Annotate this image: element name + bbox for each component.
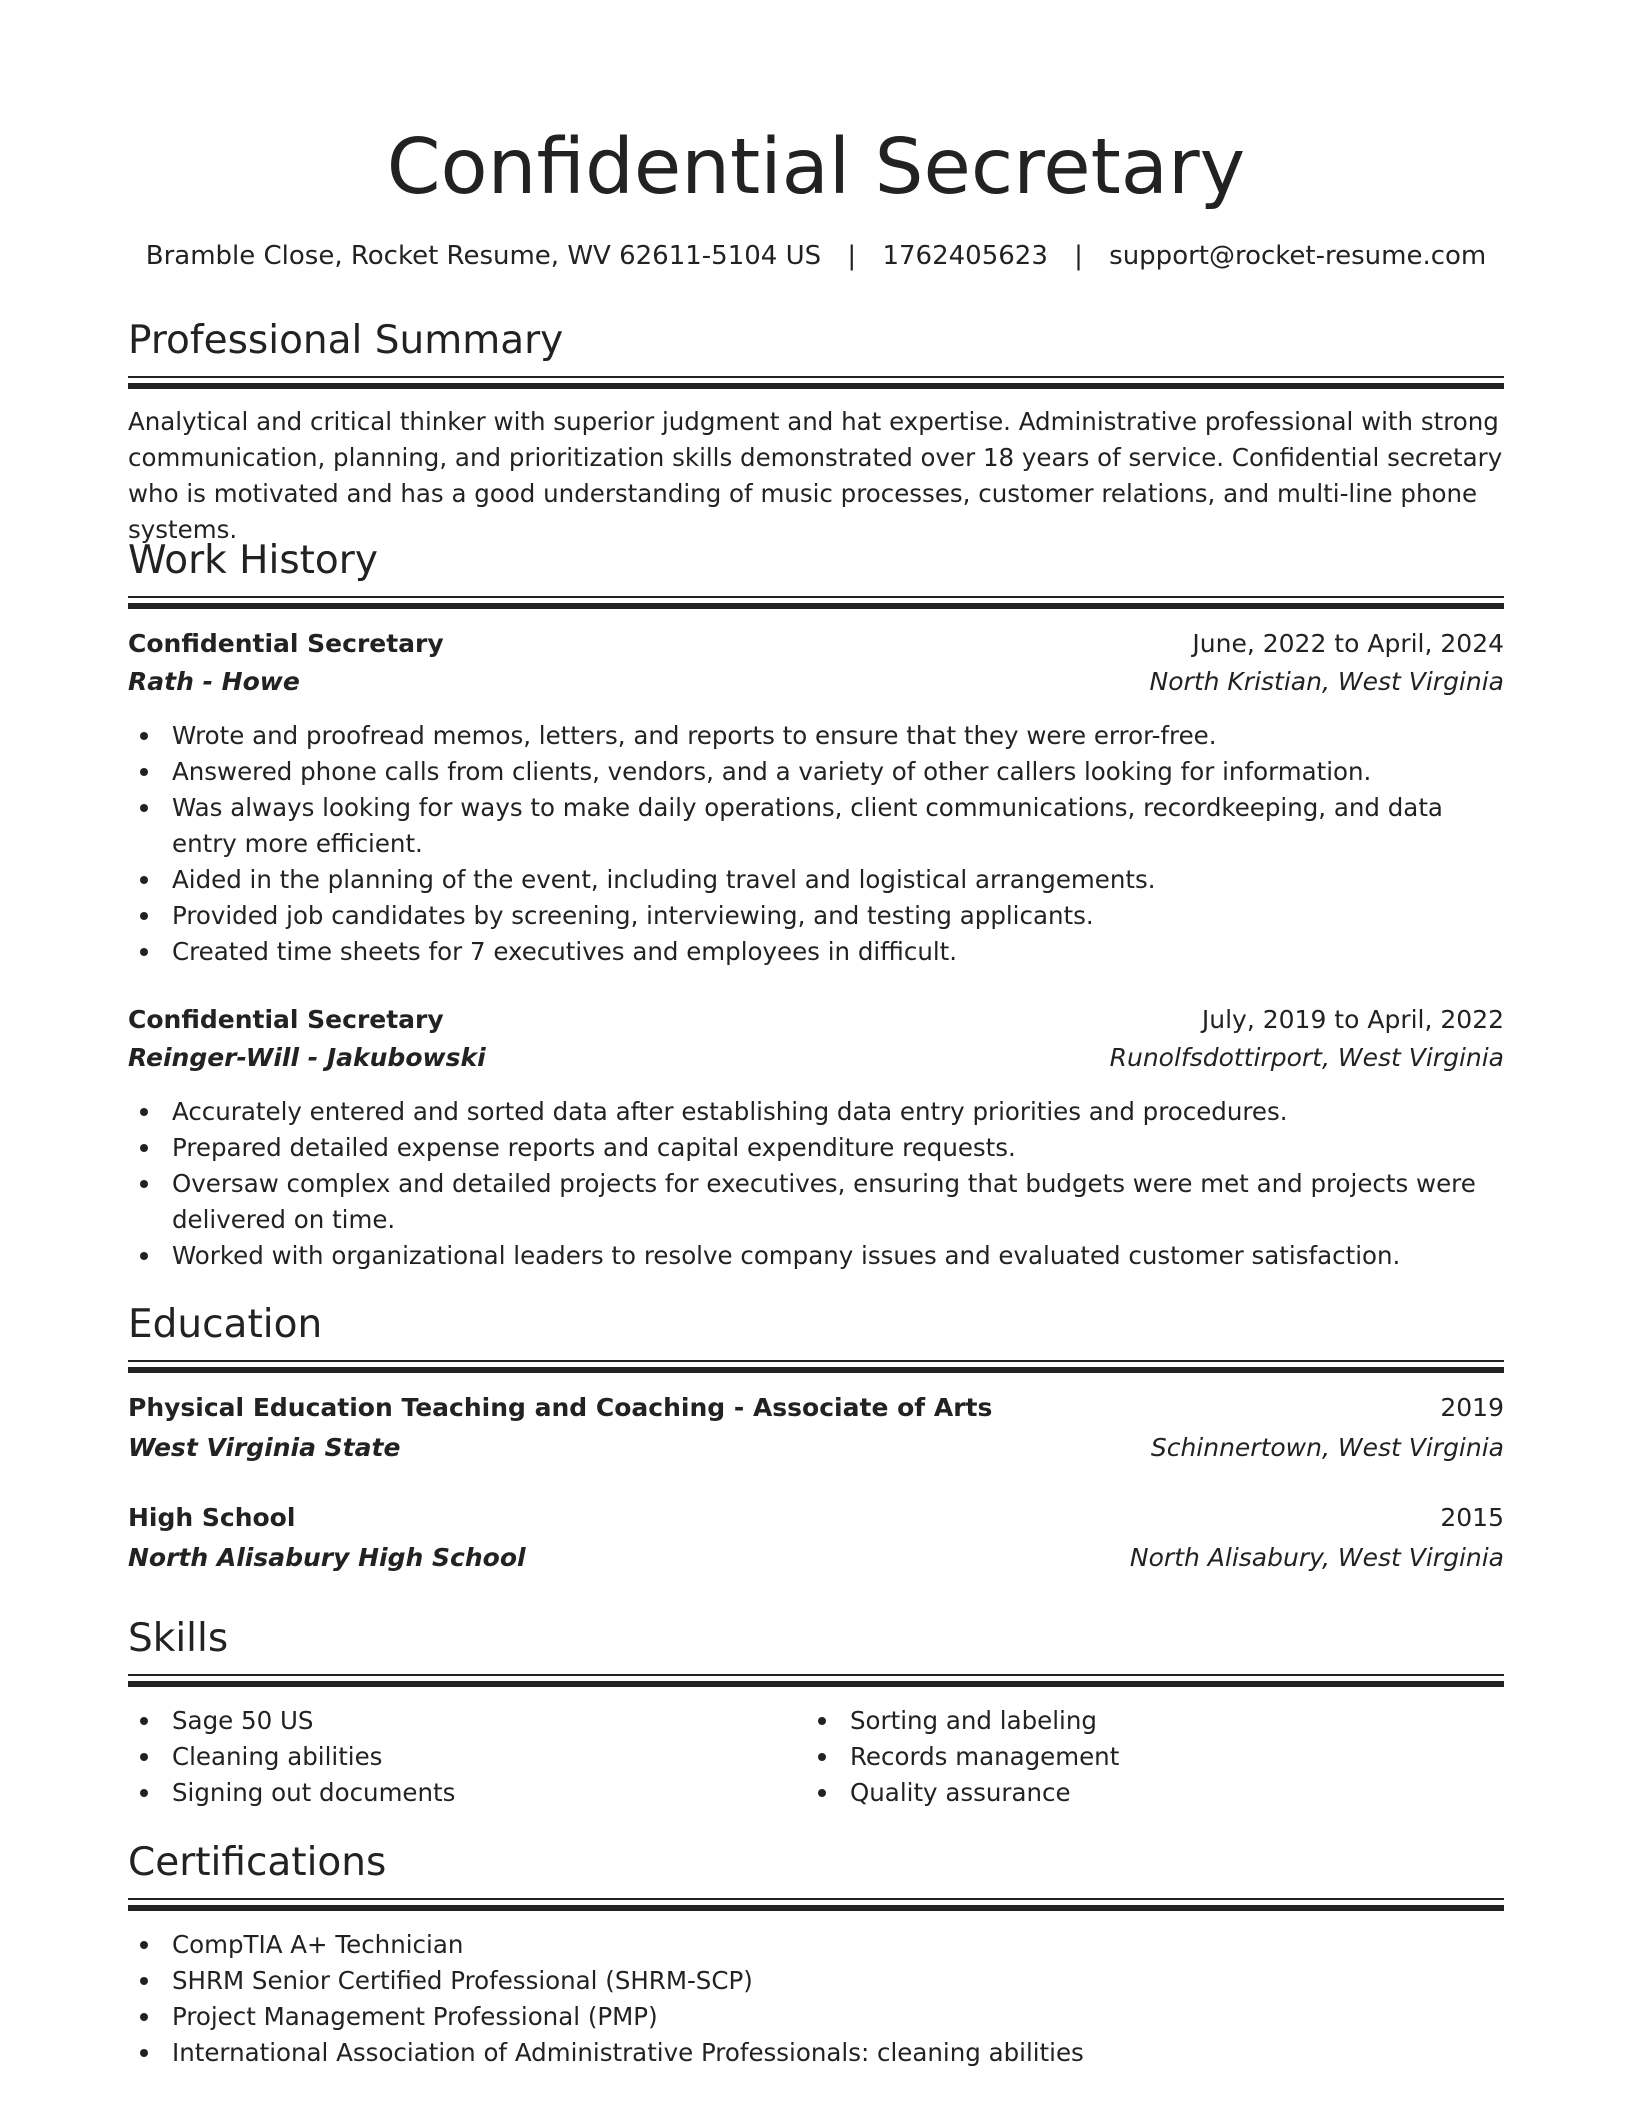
list-item: Sorting and labeling xyxy=(806,1703,1446,1739)
contact-separator: | xyxy=(847,241,857,271)
skills-list-right xyxy=(806,1703,1446,1811)
section-divider xyxy=(128,1898,1504,1912)
contact-email: support@rocket-resume.com xyxy=(1109,241,1487,271)
job-header xyxy=(128,625,1504,663)
education-degree: Physical Education Teaching and Coaching - Associate of Arts xyxy=(128,1393,993,1422)
education-header xyxy=(128,1389,1504,1427)
section-title-work: Work History xyxy=(128,538,378,583)
section-divider xyxy=(128,1360,1504,1374)
section-divider xyxy=(128,1674,1504,1688)
job-dates: July, 2019 to April, 2022 xyxy=(1201,1005,1504,1034)
education-degree: High School xyxy=(128,1503,296,1532)
certifications-list xyxy=(128,1927,1504,2071)
education-subheader xyxy=(128,1429,1504,1467)
education-school: North Alisabury High School xyxy=(128,1543,526,1572)
list-item: Created time sheets for 7 executives and employees in difficult. xyxy=(128,934,1504,970)
contact-line xyxy=(128,236,1504,276)
list-item: Oversaw complex and detailed projects for executives, ensuring that budgets were met and projects were delivered on time. xyxy=(128,1166,1504,1238)
education-location: North Alisabury, West Virginia xyxy=(1129,1543,1504,1572)
list-item: Quality assurance xyxy=(806,1775,1446,1811)
job-subheader xyxy=(128,663,1504,701)
list-item: CompTIA A+ Technician xyxy=(128,1927,1504,1963)
list-item: Cleaning abilities xyxy=(128,1739,768,1775)
list-item: Answered phone calls from clients, vendors, and a variety of other callers looking for information. xyxy=(128,754,1504,790)
contact-separator: | xyxy=(1074,241,1083,271)
list-item: Accurately entered and sorted data after establishing data entry priorities and procedures. xyxy=(128,1094,1504,1130)
job-company: Reinger-Will - Jakubowski xyxy=(128,1043,486,1072)
education-school: West Virginia State xyxy=(128,1433,401,1462)
job-company: Rath - Howe xyxy=(128,667,300,696)
job-subheader xyxy=(128,1039,1504,1077)
list-item: Was always looking for ways to make daily operations, client communications, recordkeeping, and data entry more efficient. xyxy=(128,790,1504,862)
job-location: North Kristian, West Virginia xyxy=(1149,667,1504,696)
list-item: SHRM Senior Certified Professional (SHRM-SCP) xyxy=(128,1963,1504,1999)
list-item: Worked with organizational leaders to resolve company issues and evaluated customer satisfaction. xyxy=(128,1238,1504,1274)
section-title-certifications: Certifications xyxy=(128,1840,387,1885)
job-role: Confidential Secretary xyxy=(128,629,444,658)
job-header xyxy=(128,1001,1504,1039)
resume-name: Confidential Secretary xyxy=(386,123,1246,212)
summary-text: Analytical and critical thinker with superior judgment and hat expertise. Administrative professional with strong communication, planning, and prioritization skills demonstrated over 18 years of service. Confidential secretary who is motivated and has a good understanding of music processes, customer relations, and multi-line phone systems. xyxy=(128,407,1503,544)
job-role: Confidential Secretary xyxy=(128,1005,444,1034)
section-divider xyxy=(128,596,1504,610)
education-year: 2015 xyxy=(1440,1503,1504,1532)
list-item: Aided in the planning of the event, including travel and logistical arrangements. xyxy=(128,862,1504,898)
list-item: Records management xyxy=(806,1739,1446,1775)
education-location: Schinnertown, West Virginia xyxy=(1150,1433,1504,1462)
section-title-summary: Professional Summary xyxy=(128,318,564,363)
list-item: International Association of Administrative Professionals: cleaning abilities xyxy=(128,2035,1504,2071)
section-title-skills: Skills xyxy=(128,1616,229,1661)
education-header xyxy=(128,1499,1504,1537)
section-title-education: Education xyxy=(128,1302,323,1347)
contact-address: Bramble Close, Rocket Resume, WV 62611-5104 US xyxy=(145,241,822,271)
job-dates: June, 2022 to April, 2024 xyxy=(1192,629,1504,658)
list-item: Prepared detailed expense reports and capital expenditure requests. xyxy=(128,1130,1504,1166)
contact-phone: 1762405623 xyxy=(882,241,1048,271)
skills-list-left xyxy=(128,1703,768,1811)
job-bullets xyxy=(128,718,1504,970)
list-item: Sage 50 US xyxy=(128,1703,768,1739)
list-item: Provided job candidates by screening, interviewing, and testing applicants. xyxy=(128,898,1504,934)
list-item: Signing out documents xyxy=(128,1775,768,1811)
job-location: Runolfsdottirport, West Virginia xyxy=(1109,1043,1504,1072)
list-item: Wrote and proofread memos, letters, and reports to ensure that they were error-free. xyxy=(128,718,1504,754)
list-item: Project Management Professional (PMP) xyxy=(128,1999,1504,2035)
section-divider xyxy=(128,376,1504,390)
education-year: 2019 xyxy=(1440,1393,1504,1422)
education-subheader xyxy=(128,1539,1504,1577)
job-bullets xyxy=(128,1094,1504,1274)
